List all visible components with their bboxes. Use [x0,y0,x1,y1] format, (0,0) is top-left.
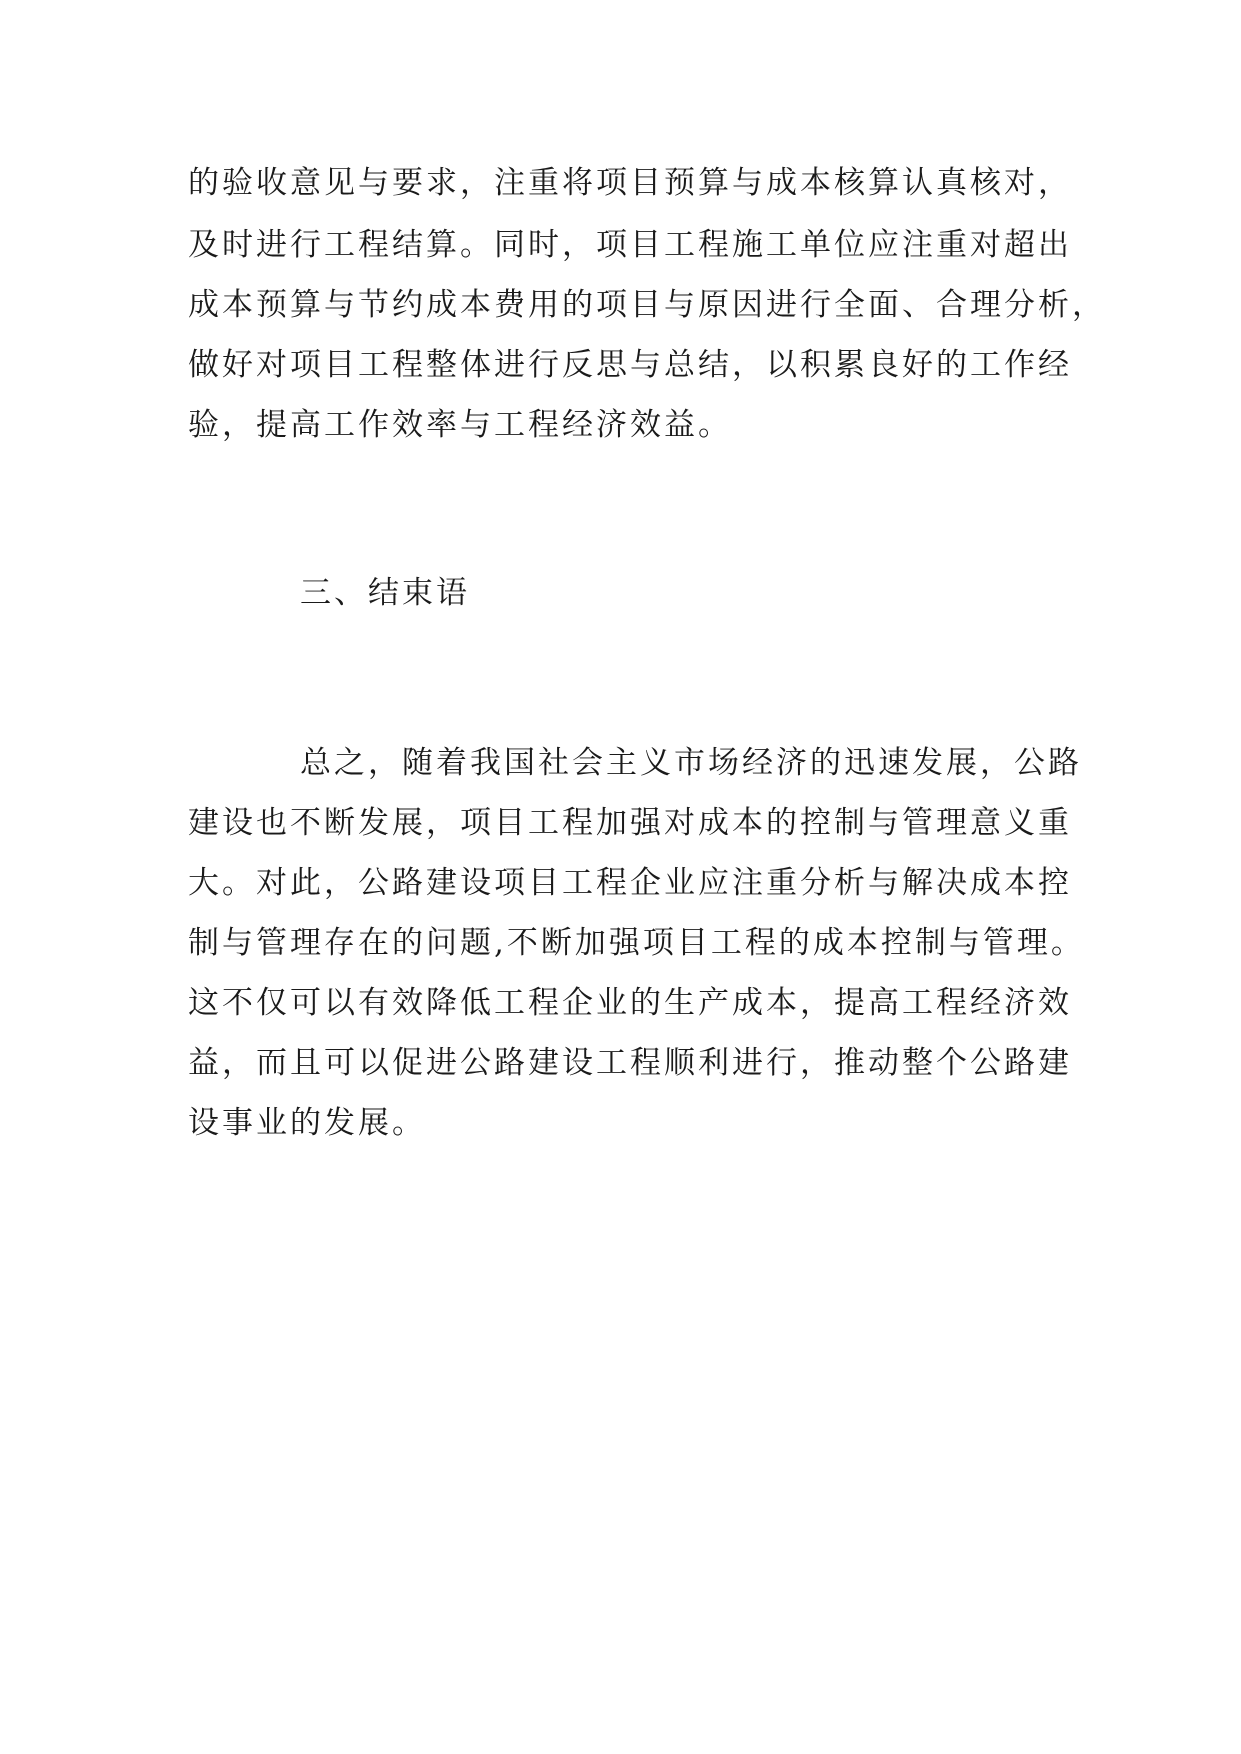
paragraph-line: 大。对此，公路建设项目工程企业应注重分析与解决成本控 [188,865,1072,901]
paragraph-line: 总之，随着我国社会主义市场经济的迅速发展，公路 [300,745,1082,781]
paragraph-line: 这不仅可以有效降低工程企业的生产成本，提高工程经济效 [188,985,1072,1021]
paragraph-line: 及时进行工程结算。同时，项目工程施工单位应注重对超出 [188,227,1072,263]
paragraph-line: 制与管理存在的问题,不断加强项目工程的成本控制与管理。 [188,925,1085,961]
paragraph-line: 成本预算与节约成本费用的项目与原因进行全面、合理分析， [188,287,1106,323]
paragraph-line: 设事业的发展。 [188,1105,426,1141]
paragraph-line: 建设也不断发展，项目工程加强对成本的控制与管理意义重 [188,805,1072,841]
paragraph-line: 益，而且可以促进公路建设工程顺利进行，推动整个公路建 [188,1045,1072,1081]
paragraph-line: 做好对项目工程整体进行反思与总结，以积累良好的工作经 [188,347,1072,383]
paragraph-line: 的验收意见与要求，注重将项目预算与成本核算认真核对， [188,165,1072,201]
paragraph-line: 验，提高工作效率与工程经济效益。 [188,407,732,443]
section-heading: 三、结束语 [300,575,470,611]
